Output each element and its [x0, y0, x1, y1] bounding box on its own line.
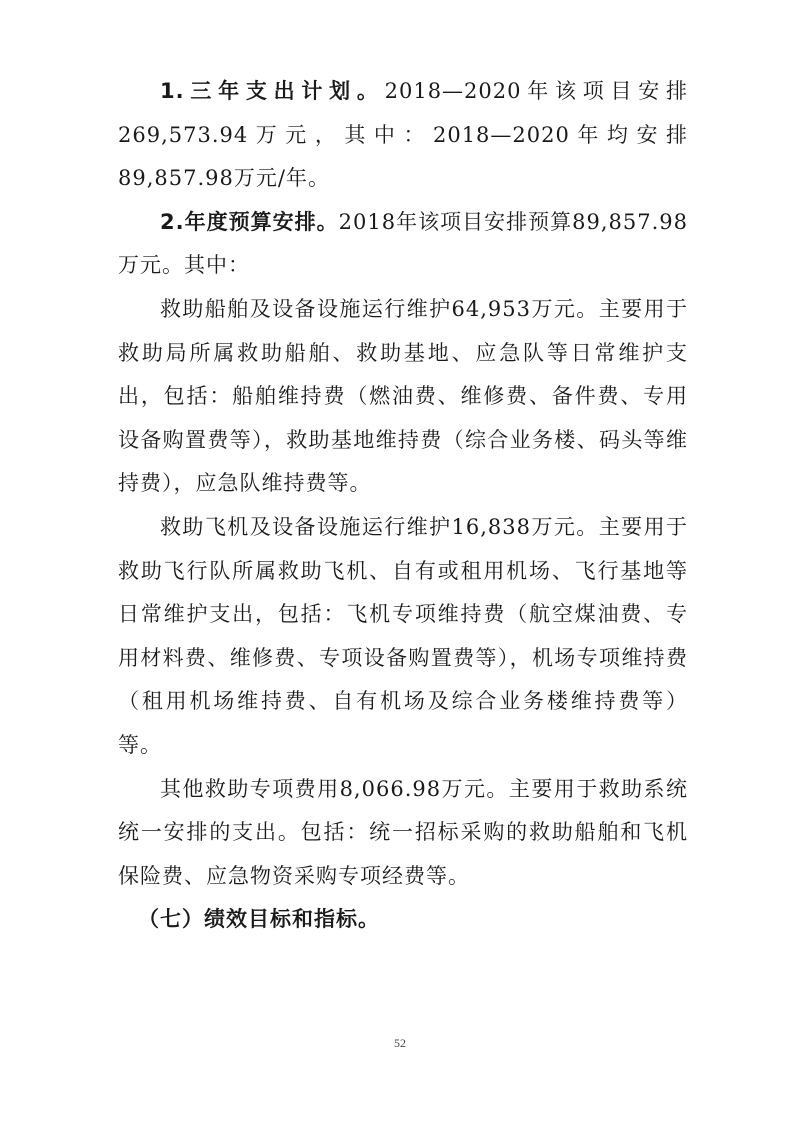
paragraph-other-special-costs: 其他救助专项费用8,066.98万元。主要用于救助系统统一安排的支出。包括：统一招标采购的救助船舶和飞机保险费、应急物资采购专项经费等。	[118, 776, 688, 888]
heading-three-year-plan: 1.三年支出计划。	[160, 79, 385, 103]
page-number: 52	[394, 1036, 406, 1050]
paragraph-annual-budget	[118, 201, 688, 288]
text-annual-budget: 2018年该项目安排预算89,857.98万元。其中：	[118, 209, 689, 278]
text-three-year-plan: 2018—2020年该项目安排269,573.94万元，其中：2018—2020年均安排89,857.98万元/年。	[118, 79, 689, 191]
section-heading-performance-goals: （七）绩效目标和指标。	[138, 907, 380, 932]
heading-annual-budget: 2.年度预算安排。	[160, 209, 339, 234]
document-body	[118, 70, 688, 942]
paragraph-three-year-plan	[118, 70, 688, 201]
paragraph-aircraft-maintenance: 救助飞机及设备设施运行维护16,838万元。主要用于救助飞行队所属救助飞机、自有或租用机场、飞行基地等日常维护支出，包括：飞机专项维持费（航空煤油费、专用材料费、维修费、专项设备购置费等），机场专项维持费（租用机场维持费、自有机场及综合业务楼维持费等）等。	[118, 514, 688, 757]
paragraph-ship-maintenance: 救助船舶及设备设施运行维护64,953万元。主要用于救助局所属救助船舶、救助基地、应急队等日常维护支出，包括：船舶维持费（燃油费、维修费、备件费、专用设备购置费等），救助基地维持费（综合业务楼、码头等维持费），应急队维持费等。	[118, 296, 688, 496]
